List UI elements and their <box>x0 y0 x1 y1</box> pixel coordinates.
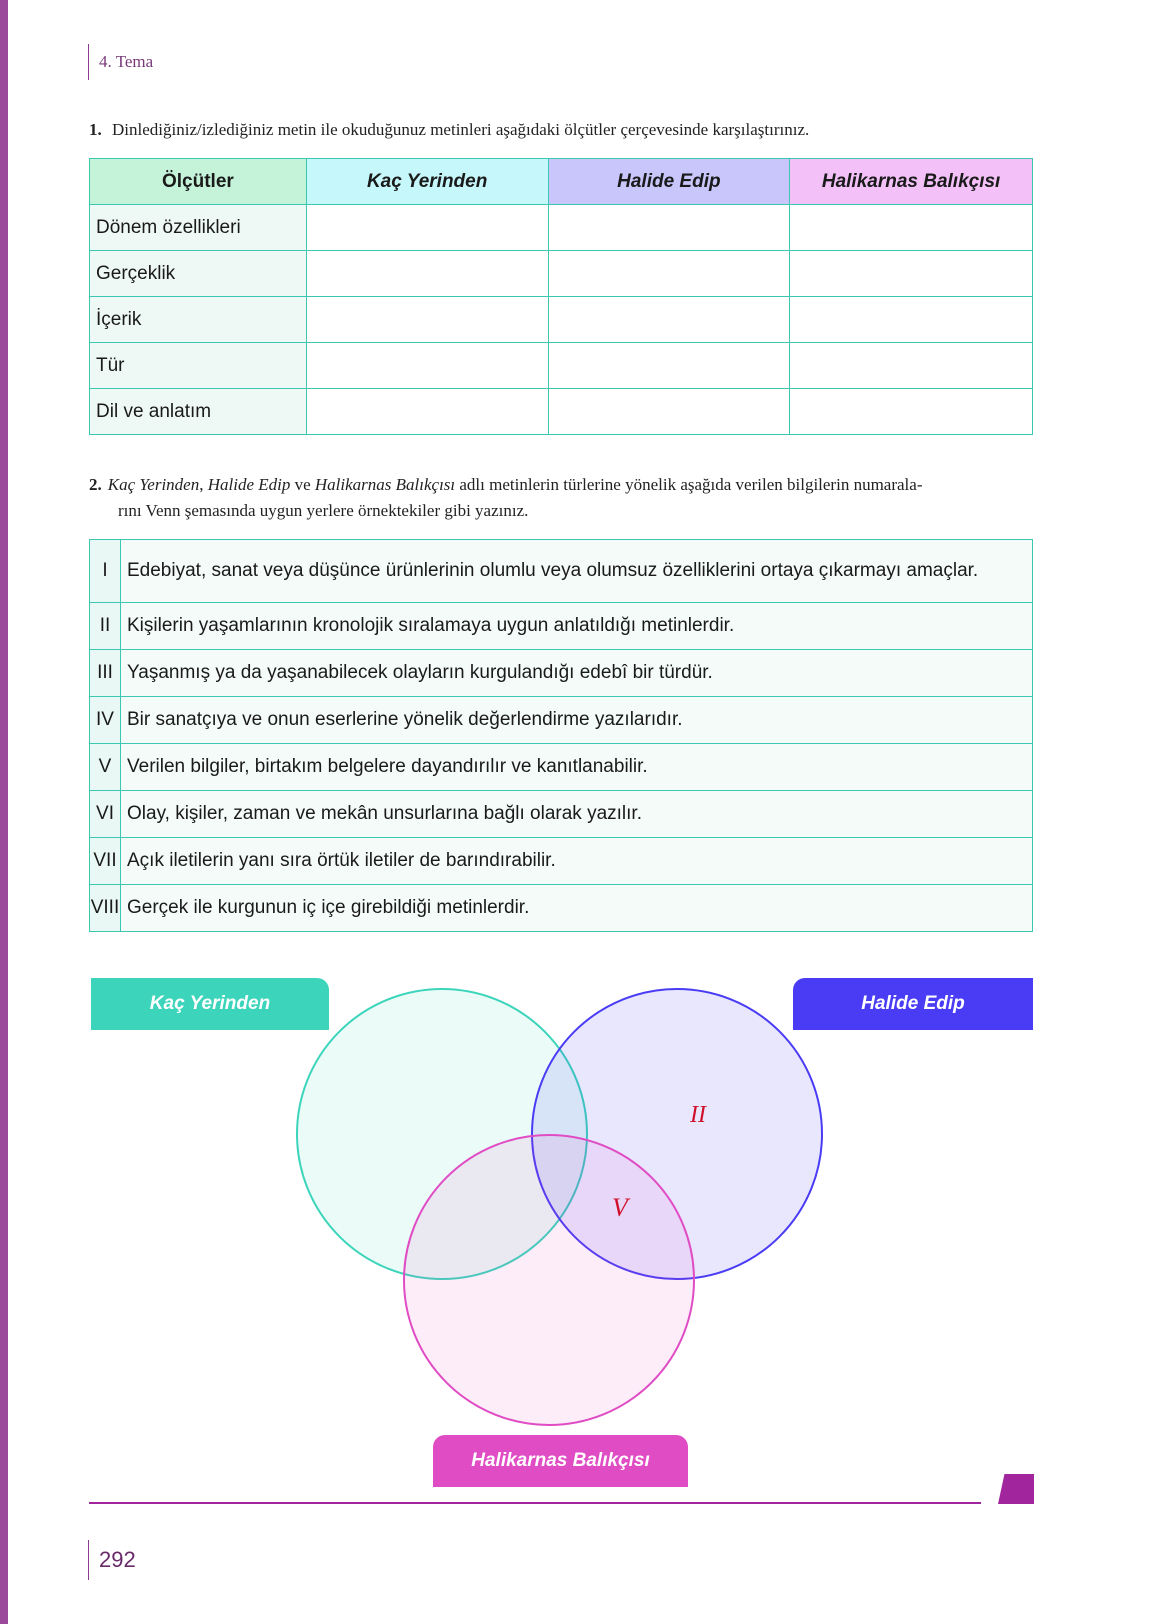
table-row <box>90 205 1033 251</box>
answer-cell[interactable] <box>790 205 1033 251</box>
item-number: VIII <box>90 885 121 932</box>
col-header-olcutler: Ölçütler <box>90 159 307 205</box>
answer-cell[interactable] <box>306 389 548 435</box>
label-halikarnas <box>433 1435 688 1487</box>
col-header-halide-edip: Halide Edip <box>548 159 790 205</box>
venn-diagram <box>0 960 1152 1460</box>
item-text: Kişilerin yaşamlarının kronolojik sıralamaya uygun anlatıldığı metinlerdir. <box>121 603 1033 650</box>
item-text: Edebiyat, sanat veya düşünce ürünlerinin olumlu veya olumsuz özelliklerini ortaya çıkarmayı amaçlar. <box>121 540 1033 603</box>
label-halikarnas-text: Halikarnas Balıkçısı <box>471 1450 650 1471</box>
table-row <box>90 251 1033 297</box>
table-row <box>90 697 1033 744</box>
item-number: VI <box>90 791 121 838</box>
item-number: I <box>90 540 121 603</box>
answer-cell[interactable] <box>306 297 548 343</box>
answer-cell[interactable] <box>548 297 790 343</box>
table-row <box>90 540 1033 603</box>
item-text: Verilen bilgiler, birtakım belgelere dayandırılır ve kanıtlanabilir. <box>121 744 1033 791</box>
title-halide-edip: Halide Edip <box>207 475 291 494</box>
page-header <box>88 44 153 80</box>
page-number <box>88 1540 136 1580</box>
row-label: İçerik <box>90 297 307 343</box>
table-row <box>90 650 1033 697</box>
table-row <box>90 603 1033 650</box>
criteria-table-header <box>90 159 1033 205</box>
info-table <box>89 539 1033 932</box>
question-2-text-line2: rını Venn şemasında uygun yerlere örnektekiler gibi yazınız. <box>118 501 529 520</box>
table-row <box>90 343 1033 389</box>
question-2-text: adlı metinlerin türlerine yönelik aşağıda verilen bilgilerin numarala- <box>455 475 923 494</box>
table-row <box>90 791 1033 838</box>
item-number: II <box>90 603 121 650</box>
col-header-halikarnas: Halikarnas Balıkçısı <box>790 159 1033 205</box>
page-number-text: 292 <box>99 1547 136 1572</box>
item-text: Bir sanatçıya ve onun eserlerine yönelik değerlendirme yazılarıdır. <box>121 697 1033 744</box>
item-number: V <box>90 744 121 791</box>
table-row <box>90 885 1033 932</box>
item-text: Olay, kişiler, zaman ve mekân unsurlarına bağlı olarak yazılır. <box>121 791 1033 838</box>
title-halikarnas: Halikarnas Balıkçısı <box>314 475 456 494</box>
row-label: Dönem özellikleri <box>90 205 307 251</box>
table-row <box>90 838 1033 885</box>
answer-cell[interactable] <box>790 297 1033 343</box>
row-label: Gerçeklik <box>90 251 307 297</box>
row-label: Dil ve anlatım <box>90 389 307 435</box>
criteria-table <box>89 158 1033 435</box>
item-number: IV <box>90 697 121 744</box>
venn-mark-ii: II <box>690 1102 706 1128</box>
question-1 <box>89 117 809 143</box>
venn-mark-v: V <box>612 1193 628 1222</box>
venn-circle-halikarnas[interactable] <box>404 1135 694 1425</box>
item-number: VII <box>90 838 121 885</box>
table-row <box>90 297 1033 343</box>
item-number: III <box>90 650 121 697</box>
answer-cell[interactable] <box>790 389 1033 435</box>
footer-tab-decoration <box>998 1474 1034 1504</box>
answer-cell[interactable] <box>306 205 548 251</box>
question-2 <box>89 472 1033 524</box>
label-kac-yerinden <box>91 978 329 1030</box>
answer-cell[interactable] <box>548 343 790 389</box>
table-row <box>90 389 1033 435</box>
answer-cell[interactable] <box>548 389 790 435</box>
item-text: Yaşanmış ya da yaşanabilecek olayların kurgulandığı edebî bir türdür. <box>121 650 1033 697</box>
answer-cell[interactable] <box>548 205 790 251</box>
row-label: Tür <box>90 343 307 389</box>
title-kac-yerinden: Kaç Yerinden <box>107 475 200 494</box>
item-text: Gerçek ile kurgunun iç içe girebildiği metinlerdir. <box>121 885 1033 932</box>
table-row <box>90 744 1033 791</box>
question-2-number: 2. <box>89 475 102 494</box>
label-kac-yerinden-text: Kaç Yerinden <box>149 993 271 1014</box>
label-halide-edip <box>793 978 1033 1030</box>
answer-cell[interactable] <box>790 251 1033 297</box>
answer-cell[interactable] <box>790 343 1033 389</box>
question-1-number: 1. <box>89 120 102 139</box>
col-header-kac-yerinden: Kaç Yerinden <box>306 159 548 205</box>
separator: ve <box>290 475 315 494</box>
item-text: Açık iletilerin yanı sıra örtük iletiler de barındırabilir. <box>121 838 1033 885</box>
theme-label: 4. Tema <box>99 52 154 71</box>
answer-cell[interactable] <box>548 251 790 297</box>
answer-cell[interactable] <box>306 251 548 297</box>
answer-cell[interactable] <box>306 343 548 389</box>
label-halide-edip-text: Halide Edip <box>861 993 965 1014</box>
separator: , <box>199 475 208 494</box>
footer-divider <box>89 1502 981 1504</box>
question-1-text: Dinlediğiniz/izlediğiniz metin ile okuduğunuz metinleri aşağıdaki ölçütler çerçevesinde karşılaştırınız. <box>112 120 810 139</box>
